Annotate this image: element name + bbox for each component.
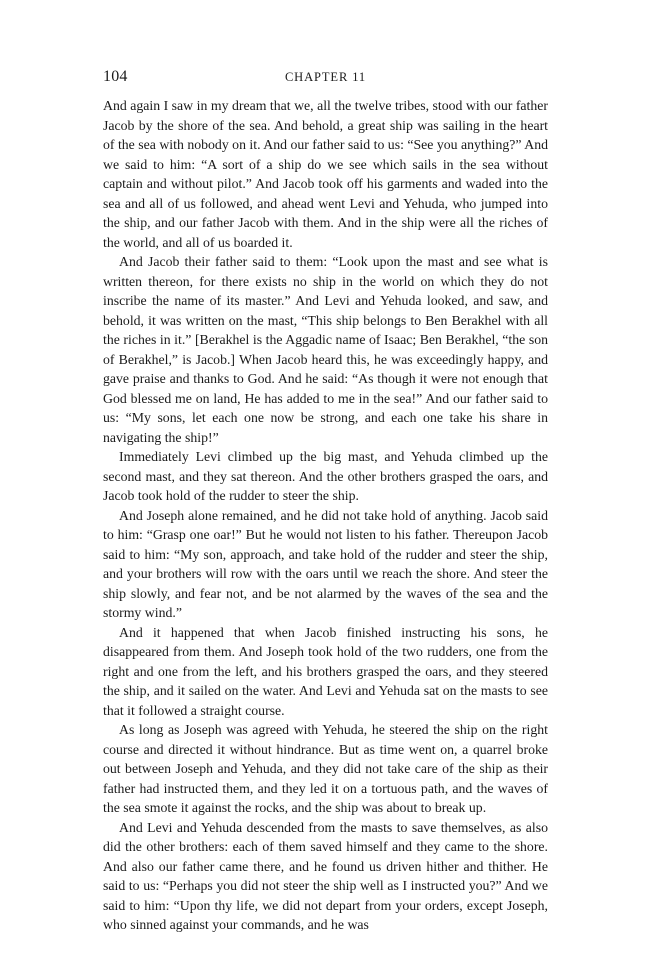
paragraph-6: As long as Joseph was agreed with Yehuda, he steered the ship on the right course and directed it without hindrance. But as time went on, a quarrel broke out between Joseph and Yehuda, and they did not take care of the ship as their father had instructed them, and they led it on a tortuous path, and the waves of the sea smote it against the rocks, and the ship was about to break up. [103, 722, 548, 815]
running-head [103, 68, 548, 88]
page-number: 104 [103, 68, 128, 85]
paragraph-5: And it happened that when Jacob finished instructing his sons, he disappeared from them. And Joseph took hold of the two rudders, one from the right and one from the left, and his brothers grasped the oars, and they steered the ship, and it sailed on the water. And Levi and Yehuda sat on the masts to see that it followed a straight course. [103, 624, 548, 718]
paragraph-4: And Joseph alone remained, and he did not take hold of anything. Jacob said to him: “Grasp one oar!” But he would not listen to his father. Thereupon Jacob said to him: “My son, approach, and take hold of the rudder and steer the ship, and your brothers will row with the oars until we reach the shore. And steer the ship slowly, and fear not, and be not alarmed by the waves of the sea and the stormy wind.” [103, 507, 548, 620]
body-text [103, 96, 548, 935]
chapter-heading: CHAPTER 11 [284, 70, 367, 84]
paragraph-1: And again I saw in my dream that we, all the twelve tribes, stood with our father Jacob by the shore of the sea. And behold, a great ship was sailing in the heart of the sea with nobody on it. And our father said to us: “See you anything?” And we said to him: “A sort of a ship do we see which sails in the sea without captain and without pilot.” And Jacob took off his garments and waded into the sea and all of us followed, and ahead went Levi and Yehuda, who jumped into the ship, and our father Jacob with them. And in the ship were all the riches of the world, and all of us boarded it. [103, 98, 548, 250]
paragraph-7: And Levi and Yehuda descended from the masts to save themselves, as also did the other brothers: each of them saved himself and they came to the shore. And also our father came there, and he found us driven hither and thither. He said to us: “Perhaps you did not steer the ship well as I instructed you?” And we said to him: “Upon thy life, we did not depart from your orders, except Joseph, who sinned against your commands, and he was [103, 819, 548, 932]
paragraph-3: Immediately Levi climbed up the big mast, and Yehuda climbed up the second mast, and they sat thereon. And the other brothers grasped the oars, and Jacob took hold of the rudder to steer the ship. [103, 449, 548, 503]
paragraph-2: And Jacob their father said to them: “Look upon the mast and see what is written thereon, for there exists no ship in the world on which they do not inscribe the name of its master.” And Levi and Yehuda looked, and saw, and behold, it was written on the mast, “This ship belongs to Ben Berakhel with all the riches in it.” [Berakhel is the Aggadic name of Isaac; Ben Berakhel, “the son of Berakhel,” is Jacob.] When Jacob heard this, he was exceedingly happy, and gave praise and thanks to God. And he said: “As though it were not enough that God blessed me on land, He has added to me in the sea!” And our father said to us: “My sons, let each one now be strong, and each one take his share in navigating the ship!” [103, 254, 548, 445]
